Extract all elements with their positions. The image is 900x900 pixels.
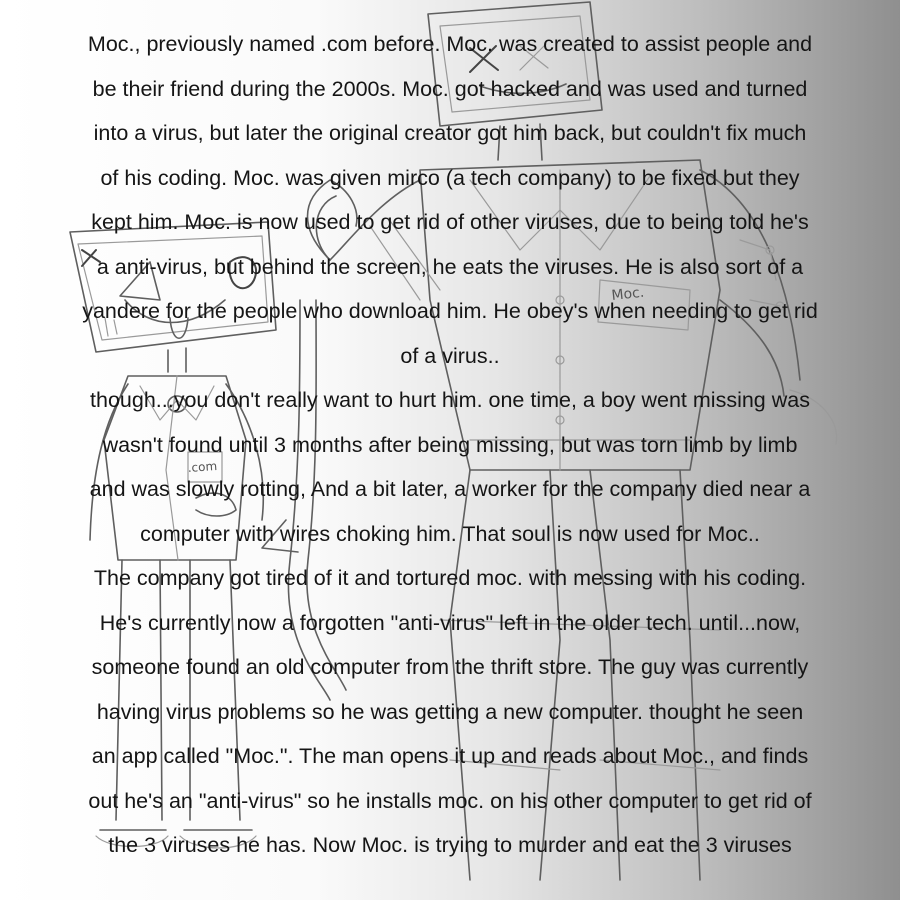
story-line: an app called "Moc.". The man opens it up and reads about Moc., and finds [91,744,809,768]
story-line: The company got tired of it and tortured moc. with messing with his coding. [93,566,807,590]
story-line: a anti-virus, but behind the screen, he eats the viruses. He is also sort of a [96,254,804,279]
story-line: into a virus, but later the original creator got him back, but couldn't fix much [93,121,807,145]
story-text [18,22,882,868]
story-line: He's currently now a forgotten "anti-virus" left in the older tech. until...now, [99,610,801,635]
story-line: of his coding. Moc. was given mirco (a tech company) to be fixed but they [100,165,800,190]
story-line: computer with wires choking him. That soul is now used for Moc.. [140,521,760,546]
story-line: and was slowly rotting, And a bit later, a worker for the company died near a [89,477,811,501]
story-line: the 3 viruses he has. Now Moc. is trying to murder and eat the 3 viruses [108,833,792,857]
story-line: be their friend during the 2000s. Moc. got hacked and was used and turned [92,76,808,101]
story-line: yandere for the people who download him. He obey's when needing to get rid [82,299,818,323]
story-line: wasn't found until 3 months after being missing, but was torn limb by limb [102,432,798,457]
story-line: Moc., previously named .com before. Moc. was created to assist people and [87,32,813,56]
story-line: having virus problems so he was getting a new computer. thought he seen [96,699,804,724]
story-line: someone found an old computer from the thrift store. The guy was currently [91,655,809,679]
story-line: though...you don't really want to hurt him. one time, a boy went missing was [90,388,810,412]
left-badge: .com [187,458,218,475]
right-badge: Moc. [610,284,646,304]
story-line: kept him. Moc. is now used to get rid of other viruses, due to being told he's [91,210,809,234]
story-line: out he's an "anti-virus" so he installs moc. on his other computer to get rid of [88,788,812,813]
story-line: of a virus.. [400,343,500,368]
